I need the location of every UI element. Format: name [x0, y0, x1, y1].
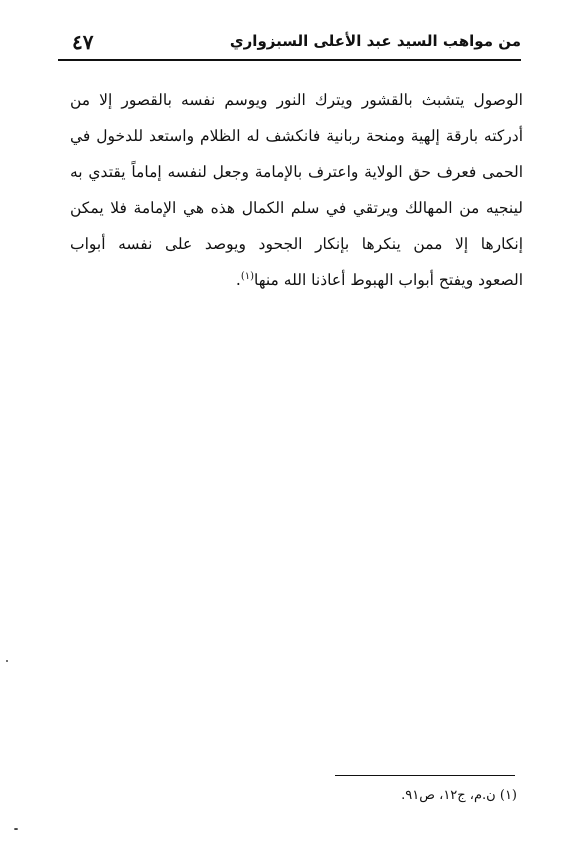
body-line-6 [70, 262, 523, 298]
body-line-6-text: الصعود ويفتح أبواب الهبوط أعاذنا الله منها [254, 271, 523, 289]
header-rule [58, 59, 521, 61]
page-number: ٤٧ [72, 30, 94, 54]
page-header [58, 30, 521, 64]
body-line-2: أدركته بارقة إلهية ومنحة ربانية فانكشف له الظلام واستعد للدخول في [70, 127, 523, 145]
scan-speck [14, 828, 18, 830]
footnote-separator [335, 775, 515, 776]
footnote-reference: (١) [240, 270, 254, 282]
scan-speck [6, 660, 8, 662]
body-paragraph [70, 82, 523, 298]
body-line-4: لينجيه من المهالك ويرتقي في سلم الكمال هذه هي الإمامة فلا يمكن [70, 199, 523, 217]
body-line-3: الحمى فعرف حق الولاية واعترف بالإمامة وجعل لنفسه إماماً يقتدي به [70, 163, 523, 181]
footnote-text: (١) ن.م، ج١٢، ص٩١. [401, 788, 517, 803]
final-period: . [235, 271, 241, 289]
body-line-5: إنكارها إلا ممن ينكرها بإنكار الجحود ويوصد على نفسه أبواب [70, 235, 523, 253]
body-line-1: الوصول يتشبث بالقشور ويترك النور ويوسم نفسه بالقصور إلا من [70, 91, 523, 109]
running-title: من مواهب السيد عبد الأعلى السبزواري [229, 32, 521, 50]
